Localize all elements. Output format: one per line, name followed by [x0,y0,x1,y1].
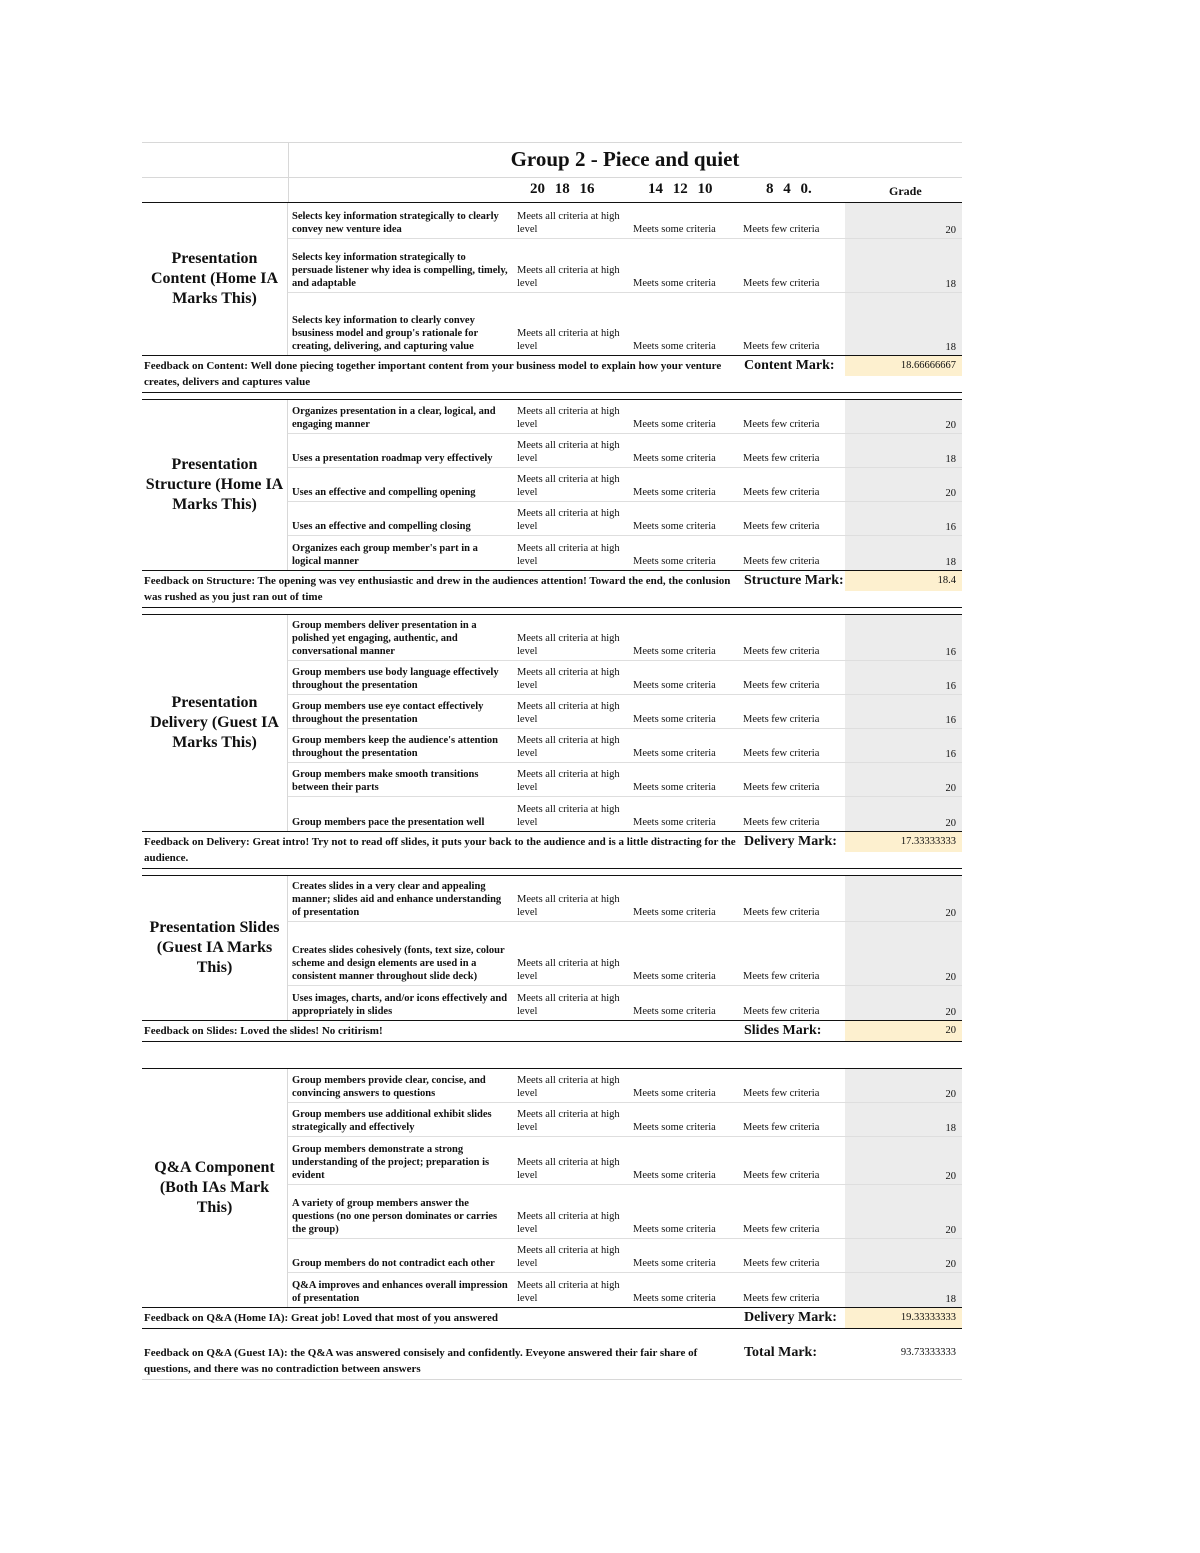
mark-label: Content Mark: [744,358,835,373]
scale-mid: 14 12 10 [648,181,713,197]
grade-header: Grade [889,184,922,198]
grade-cell: 20 [845,763,962,796]
level-low: Meets few criteria [743,453,820,464]
criterion-row [288,203,962,239]
level-mid: Meets some criteria [633,278,716,289]
level-mid: Meets some criteria [633,419,716,430]
level-high: Meets all criteria at high level [517,633,620,657]
level-mid: Meets some criteria [633,1293,716,1304]
level-high: Meets all criteria at high level [517,958,620,982]
grade-cell: 18 [845,1273,962,1307]
rubric-section [142,399,962,608]
category-label: Presentation Structure (Home IA Marks This) [142,400,288,570]
level-mid: Meets some criteria [633,748,716,759]
level-mid: Meets some criteria [633,224,716,235]
scale-header [142,178,962,203]
grade-cell: 16 [845,615,962,660]
criterion-row [288,763,962,797]
level-high: Meets all criteria at high level [517,1211,620,1235]
criterion-text: Group members use eye contact effectively throughout the presentation [292,701,484,725]
criterion-row [288,502,962,536]
criterion-text: Uses an effective and compelling closing [292,521,471,532]
level-mid: Meets some criteria [633,453,716,464]
level-high: Meets all criteria at high level [517,1245,620,1269]
level-mid: Meets some criteria [633,1088,716,1099]
grade-cell: 20 [845,1185,962,1238]
level-mid: Meets some criteria [633,1170,716,1181]
criterion-row [288,1273,962,1307]
level-mid: Meets some criteria [633,782,716,793]
rubric-section [142,1068,962,1329]
total-mark-label: Total Mark: [744,1345,817,1360]
mark-label: Delivery Mark: [744,1310,837,1325]
level-high: Meets all criteria at high level [517,1075,620,1099]
level-mid: Meets some criteria [633,1258,716,1269]
mark-value: 18.66666667 [845,356,962,376]
criterion-text: Selects key information strategically to persuade listener why idea is compelling, timely, and adaptable [292,252,508,289]
level-mid: Meets some criteria [633,680,716,691]
total-row [142,1343,962,1380]
grade-cell: 20 [845,1239,962,1272]
level-mid: Meets some criteria [633,487,716,498]
criterion-text: A variety of group members answer the questions (no one person dominates or carries the group) [292,1198,498,1235]
level-low: Meets few criteria [743,907,820,918]
feedback-row [142,1020,962,1041]
level-high: Meets all criteria at high level [517,406,620,430]
criterion-text: Selects key information to clearly convey bsusiness model and group's rationale for creating, delivering, and capturing value [292,315,479,352]
level-low: Meets few criteria [743,680,820,691]
feedback-row [142,570,962,607]
mark-value: 18.4 [845,571,962,591]
criterion-text: Organizes each group member's part in a logical manner [292,543,478,567]
level-mid: Meets some criteria [633,341,716,352]
page-title: Group 2 - Piece and quiet [510,147,740,171]
criterion-text: Uses images, charts, and/or icons effectively and appropriately in slides [292,993,508,1017]
level-high: Meets all criteria at high level [517,328,620,352]
level-high: Meets all criteria at high level [517,1280,620,1304]
level-mid: Meets some criteria [633,1224,716,1235]
criterion-row [288,797,962,831]
feedback-text: Feedback on Structure: The opening was vey enthusiastic and drew in the audiences attention! Toward the end, the conlusion was rushed as you just ran out of time [144,575,731,603]
criterion-text: Uses a presentation roadmap very effectively [292,453,493,464]
level-mid: Meets some criteria [633,646,716,657]
category-label: Presentation Slides (Guest IA Marks This) [142,876,288,1020]
level-high: Meets all criteria at high level [517,1157,620,1181]
grade-cell: 20 [845,400,962,433]
criterion-text: Creates slides cohesively (fonts, text size, colour scheme and design elements are used in a consistent manner throughout slide deck) [292,945,505,982]
level-low: Meets few criteria [743,521,820,532]
criterion-row [288,434,962,468]
grade-cell: 20 [845,468,962,501]
level-high: Meets all criteria at high level [517,701,620,725]
level-high: Meets all criteria at high level [517,993,620,1017]
criterion-text: Group members deliver presentation in a polished yet engaging, authentic, and conversational manner [292,620,477,657]
level-low: Meets few criteria [743,224,820,235]
criterion-row [288,1069,962,1103]
grade-cell: 20 [845,922,962,985]
feedback-text: Feedback on Slides: Loved the slides! No critirism! [144,1025,383,1037]
criterion-text: Q&A improves and enhances overall impression of presentation [292,1280,508,1304]
level-low: Meets few criteria [743,1224,820,1235]
rubric-section [142,875,962,1042]
criterion-row [288,239,962,293]
feedback-row [142,1307,962,1328]
level-low: Meets few criteria [743,1088,820,1099]
criterion-text: Group members demonstrate a strong understanding of the project; preparation is evident [292,1144,490,1181]
criterion-row [288,615,962,661]
grade-cell: 16 [845,502,962,535]
level-mid: Meets some criteria [633,1006,716,1017]
criterion-row [288,661,962,695]
criterion-row [288,695,962,729]
category-label: Presentation Delivery (Guest IA Marks This) [142,615,288,831]
level-mid: Meets some criteria [633,714,716,725]
grade-cell: 20 [845,986,962,1020]
level-low: Meets few criteria [743,782,820,793]
feedback-row [142,831,962,868]
level-high: Meets all criteria at high level [517,440,620,464]
scale-low: 8 4 0. [766,181,812,197]
level-mid: Meets some criteria [633,1122,716,1133]
level-low: Meets few criteria [743,278,820,289]
rubric-sheet [142,142,962,1380]
grade-cell: 20 [845,1137,962,1184]
criterion-row [288,293,962,355]
feedback-text: Feedback on Q&A (Home IA): Great job! Loved that most of you answered [144,1312,499,1324]
level-low: Meets few criteria [743,646,820,657]
level-high: Meets all criteria at high level [517,508,620,532]
level-low: Meets few criteria [743,1258,820,1269]
level-mid: Meets some criteria [633,556,716,567]
mark-value: 19.33333333 [845,1308,962,1328]
mark-value: 17.33333333 [845,832,962,852]
level-high: Meets all criteria at high level [517,667,620,691]
grade-cell: 16 [845,729,962,762]
criterion-row [288,922,962,986]
criterion-row [288,729,962,763]
grade-cell: 20 [845,203,962,238]
criterion-row [288,1137,962,1185]
level-low: Meets few criteria [743,817,820,828]
criterion-text: Selects key information strategically to clearly convey new venture idea [292,211,499,235]
grade-cell: 18 [845,536,962,570]
grade-cell: 18 [845,434,962,467]
criterion-text: Group members do not contradict each other [292,1258,495,1269]
level-low: Meets few criteria [743,1122,820,1133]
criterion-text: Group members use additional exhibit slides strategically and effectively [292,1109,492,1133]
level-mid: Meets some criteria [633,817,716,828]
level-low: Meets few criteria [743,1293,820,1304]
grade-cell: 20 [845,1069,962,1102]
level-high: Meets all criteria at high level [517,804,620,828]
grade-cell: 18 [845,239,962,292]
level-high: Meets all criteria at high level [517,735,620,759]
rubric-section [142,614,962,869]
criterion-text: Creates slides in a very clear and appealing manner; slides aid and enhance understanding of presentation [292,881,502,918]
grade-cell: 18 [845,1103,962,1136]
level-low: Meets few criteria [743,971,820,982]
level-high: Meets all criteria at high level [517,211,620,235]
rubric-sections [142,203,962,1329]
level-mid: Meets some criteria [633,971,716,982]
level-low: Meets few criteria [743,714,820,725]
total-mark-value: 93.73333333 [845,1343,962,1363]
level-low: Meets few criteria [743,748,820,759]
category-label: Presentation Content (Home IA Marks This) [142,203,288,355]
criterion-text: Group members pace the presentation well [292,817,485,828]
level-low: Meets few criteria [743,556,820,567]
title-row [142,142,962,178]
mark-label: Slides Mark: [744,1023,822,1038]
criterion-row [288,876,962,922]
scale-high: 20 18 16 [530,181,595,197]
feedback-row [142,355,962,392]
level-high: Meets all criteria at high level [517,894,620,918]
mark-label: Structure Mark: [744,573,844,588]
criterion-text: Group members use body language effectively throughout the presentation [292,667,499,691]
grade-cell: 20 [845,797,962,831]
grade-cell: 16 [845,695,962,728]
level-low: Meets few criteria [743,1170,820,1181]
feedback-text: Feedback on Content: Well done piecing together important content from your business model to explain how your venture creates, delivers and captures value [144,360,722,388]
level-low: Meets few criteria [743,1006,820,1017]
level-low: Meets few criteria [743,487,820,498]
criterion-text: Group members make smooth transitions between their parts [292,769,479,793]
rubric-section [142,203,962,393]
criterion-text: Group members keep the audience's attention throughout the presentation [292,735,499,759]
level-mid: Meets some criteria [633,907,716,918]
final-feedback: Feedback on Q&A (Guest IA): the Q&A was answered consisely and confidently. Eveyone answered their fair share of questions, and there was no contradiction between answers [144,1347,698,1375]
grade-cell: 16 [845,661,962,694]
criterion-text: Uses an effective and compelling opening [292,487,476,498]
criterion-text: Group members provide clear, concise, and convincing answers to questions [292,1075,486,1099]
criterion-row [288,536,962,570]
criterion-row [288,1103,962,1137]
level-high: Meets all criteria at high level [517,543,620,567]
grade-cell: 18 [845,293,962,355]
mark-value: 20 [845,1021,962,1041]
criterion-row [288,468,962,502]
criterion-row [288,986,962,1020]
level-high: Meets all criteria at high level [517,265,620,289]
criterion-row [288,400,962,434]
feedback-text: Feedback on Delivery: Great intro! Try not to read off slides, it puts your back to the audience and is a little distracting for the audience. [144,836,736,864]
criterion-row [288,1239,962,1273]
mark-label: Delivery Mark: [744,834,837,849]
level-high: Meets all criteria at high level [517,769,620,793]
criterion-row [288,1185,962,1239]
level-mid: Meets some criteria [633,521,716,532]
level-low: Meets few criteria [743,419,820,430]
level-high: Meets all criteria at high level [517,474,620,498]
grade-cell: 20 [845,876,962,921]
level-low: Meets few criteria [743,341,820,352]
criterion-text: Organizes presentation in a clear, logical, and engaging manner [292,406,496,430]
category-label: Q&A Component (Both IAs Mark This) [142,1069,288,1307]
level-high: Meets all criteria at high level [517,1109,620,1133]
